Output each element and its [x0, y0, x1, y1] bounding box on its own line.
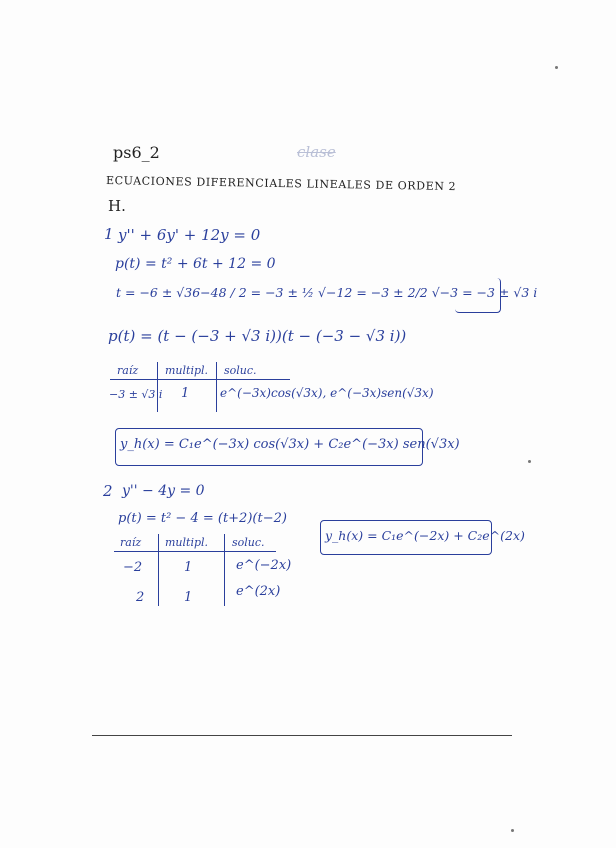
ex1-characteristic-polynomial: p(t) = t² + 6t + 12 = 0	[115, 256, 276, 272]
topic-heading: ECUACIONES DIFERENCIALES LINEALES DE ORDEN 2	[105, 174, 457, 194]
crossed-out-word: clase	[297, 143, 336, 161]
ex2-table-header-solution: soluc.	[232, 536, 265, 549]
scan-speck	[528, 460, 531, 463]
ex2-table-header-rule	[114, 551, 276, 552]
ex2-table-header-root: raíz	[120, 536, 142, 549]
scan-speck	[511, 829, 514, 832]
ex2-equation: y'' − 4y = 0	[122, 483, 205, 499]
scan-speck	[555, 66, 558, 69]
ex2-table-multiplicity-1: 1	[184, 560, 193, 575]
ex1-table-header-root: raíz	[117, 364, 139, 377]
ex2-table-multiplicity-2: 1	[184, 590, 193, 605]
ex2-characteristic-polynomial: p(t) = t² − 4 = (t+2)(t−2)	[118, 511, 287, 526]
ex1-factored-polynomial: p(t) = (t − (−3 + √3 i))(t − (−3 − √3 i))	[108, 327, 407, 345]
ex1-table-root: −3 ± √3 i	[109, 388, 163, 401]
ex2-number: 2	[103, 482, 113, 500]
ex1-general-solution: y_h(x) = C₁e^(−3x) cos(√3x) + C₂e^(−3x) sen(√3x)	[120, 437, 460, 452]
ex1-roots-calculation: t = −6 ± √36−48 / 2 = −3 ± ½ √−12 = −3 ± 2/2 √−3 = −3 ± √3 i	[116, 285, 538, 300]
ex1-table-header-solution: soluc.	[224, 364, 257, 377]
ex2-table-solution-2: e^(2x)	[236, 584, 281, 599]
ex1-table-multiplicity: 1	[181, 386, 190, 401]
ex2-general-solution: y_h(x) = C₁e^(−2x) + C₂e^(2x)	[325, 528, 525, 543]
ex1-roots-bracket	[455, 278, 501, 313]
ex1-table-header-rule	[110, 379, 290, 380]
ex1-number: 1	[104, 225, 114, 243]
ex2-table-root-1: −2	[123, 560, 143, 575]
ex1-table-header-multiplicity: multipl.	[165, 364, 209, 377]
section-label: H.	[108, 197, 126, 215]
ex2-table-solution-1: e^(−2x)	[236, 558, 292, 573]
ex2-table-header-multiplicity: multipl.	[165, 536, 209, 549]
ex2-table-root-2: 2	[136, 590, 145, 605]
ex1-table-divider-1	[157, 362, 158, 412]
page-bottom-rule	[92, 735, 512, 736]
ex2-table-divider-1	[158, 534, 159, 606]
ex1-table-divider-2	[216, 362, 217, 412]
ex2-table-divider-2	[224, 534, 225, 606]
ex1-table-solution: e^(−3x)cos(√3x), e^(−3x)sen(√3x)	[220, 386, 434, 400]
page-code: ps6_2	[113, 143, 160, 162]
ex1-equation: y'' + 6y' + 12y = 0	[118, 226, 261, 244]
